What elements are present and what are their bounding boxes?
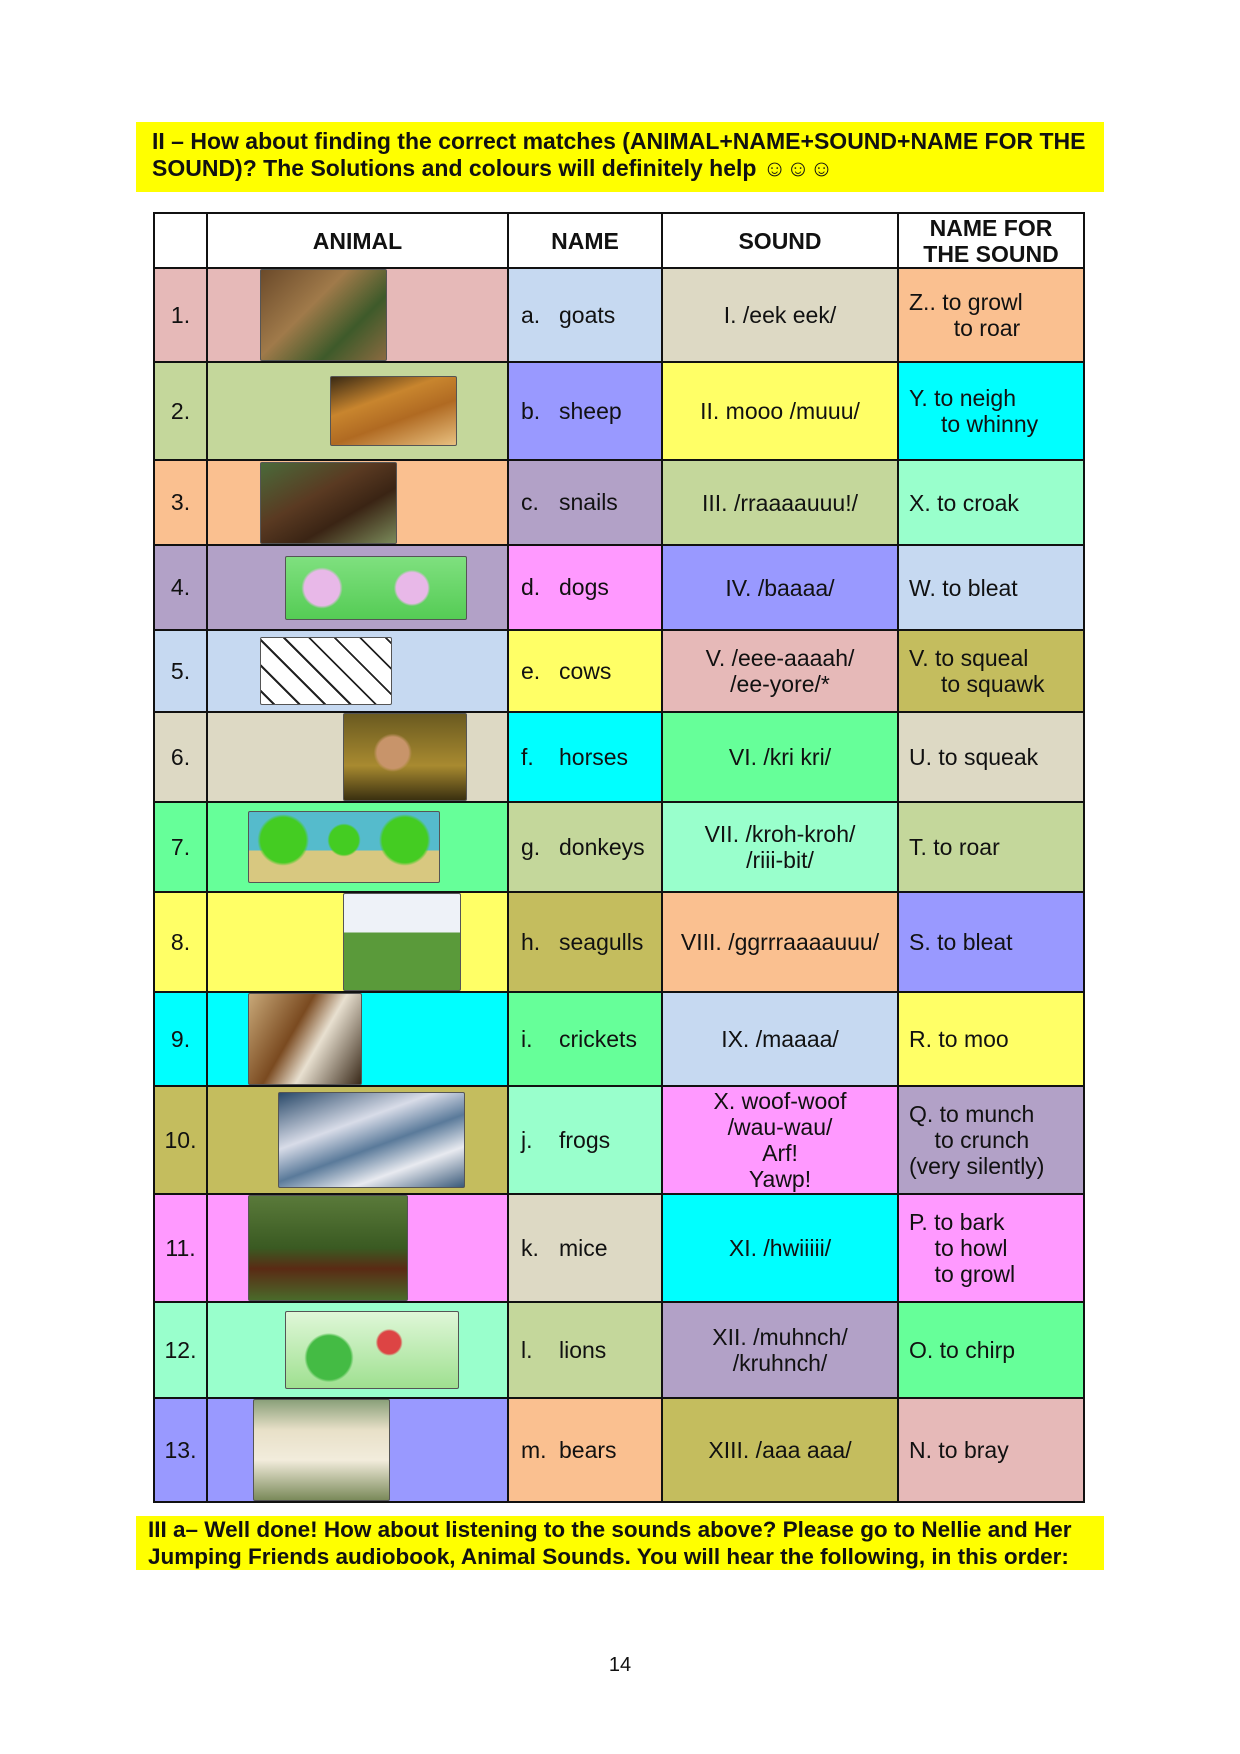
animal-name: donkeys: [559, 833, 645, 860]
animal-name: horses: [559, 743, 629, 770]
sound-line: IV. /baaaa/: [725, 574, 835, 601]
sound-name-line: T. to roar: [909, 834, 1000, 860]
animal-picture-cell: [207, 1194, 508, 1302]
name-letter: g.: [521, 833, 541, 860]
animal-picture-cell: [207, 1302, 508, 1398]
sound-line: II. mooo /muuu/: [700, 398, 860, 424]
row-number: 12.: [154, 1302, 207, 1398]
section-iii-heading: [136, 1516, 1104, 1570]
animal-name-cell: [508, 268, 662, 362]
sound-line: IX. /maaaa/: [721, 1026, 839, 1052]
animal-picture: [260, 462, 397, 544]
sound-name-line: Q. to munch: [909, 1101, 1035, 1127]
header-sound: SOUND: [662, 213, 898, 268]
animal-picture: [285, 556, 467, 620]
header-name-for-the-sound: [898, 213, 1084, 268]
animal-picture: [278, 1092, 465, 1188]
sound-line: VII. /kroh-kroh/: [704, 821, 856, 847]
sound-name-line: O. to chirp: [909, 1337, 1016, 1363]
header-nfs-line-2: THE SOUND: [923, 240, 1059, 267]
sound-line: Arf!: [762, 1140, 798, 1166]
sound-cell: [662, 712, 898, 802]
sound-name-line: N. to bray: [909, 1437, 1009, 1463]
animal-picture: [343, 893, 461, 991]
sound-cell: [662, 992, 898, 1086]
sound-line: XI. /hwiiiii/: [728, 1235, 832, 1261]
sound-line: I. /eek eek/: [723, 302, 837, 328]
table-header-row: [154, 213, 1084, 268]
sound-cell: [662, 545, 898, 630]
row-number: 8.: [154, 892, 207, 992]
header-name: NAME: [508, 213, 662, 268]
section-iii-line-1: III a– Well done! How about listening to the sounds above? Please go to Nellie and Her: [148, 1517, 1072, 1542]
sound-cell: [662, 1194, 898, 1302]
row-number: 2.: [154, 362, 207, 460]
sound-name-line: to squawk: [909, 671, 1045, 697]
sound-name-line: to whinny: [909, 411, 1039, 437]
sound-line: /riii-bit/: [746, 847, 814, 873]
name-letter: e.: [521, 657, 541, 684]
table-row: [154, 460, 1084, 545]
sound-name-line: R. to moo: [909, 1026, 1009, 1052]
table-row: [154, 992, 1084, 1086]
sound-name-line: to growl: [909, 1261, 1016, 1287]
animal-name-cell: [508, 362, 662, 460]
sound-name-cell: [898, 992, 1084, 1086]
row-number: 9.: [154, 992, 207, 1086]
sound-name-cell: [898, 892, 1084, 992]
animal-name-cell: [508, 1086, 662, 1194]
sound-name-line: to roar: [909, 315, 1021, 341]
name-letter: c.: [521, 489, 539, 515]
row-number: 7.: [154, 802, 207, 892]
sound-line: VI. /kri kri/: [728, 744, 832, 770]
animal-name-cell: [508, 802, 662, 892]
matching-table: [153, 212, 1085, 1503]
page-number: 14: [608, 1654, 632, 1676]
sound-name-cell: [898, 545, 1084, 630]
animal-name: seagulls: [559, 928, 644, 955]
sound-name-line: (very silently): [909, 1153, 1045, 1179]
sound-cell: [662, 1302, 898, 1398]
sound-cell: [662, 460, 898, 545]
sound-name-cell: [898, 1086, 1084, 1194]
name-letter: j.: [521, 1126, 533, 1153]
animal-picture: [260, 637, 392, 705]
sound-line: /kruhnch/: [732, 1350, 828, 1376]
table-row: [154, 802, 1084, 892]
sound-name-cell: [898, 268, 1084, 362]
sound-name-line: V. to squeal: [909, 645, 1029, 671]
animal-name-cell: [508, 1194, 662, 1302]
animal-name: frogs: [559, 1126, 611, 1153]
sound-name-line: P. to bark: [909, 1209, 1005, 1235]
sound-line: V. /eee-aaaah/: [705, 645, 855, 671]
animal-picture: [253, 1399, 390, 1501]
header-animal: ANIMAL: [207, 213, 508, 268]
sound-cell: [662, 268, 898, 362]
sound-line: /wau-wau/: [727, 1114, 833, 1140]
animal-picture-cell: [207, 362, 508, 460]
name-letter: a.: [521, 301, 541, 328]
animal-name: crickets: [559, 1025, 637, 1052]
table-row: [154, 712, 1084, 802]
animal-picture: [285, 1311, 459, 1389]
row-number: 10.: [154, 1086, 207, 1194]
animal-name: mice: [559, 1234, 608, 1261]
animal-name-cell: [508, 545, 662, 630]
animal-picture-cell: [207, 460, 508, 545]
animal-picture: [248, 993, 362, 1085]
sound-name-cell: [898, 362, 1084, 460]
sound-name-cell: [898, 1302, 1084, 1398]
name-letter: k.: [521, 1234, 539, 1261]
sound-name-line: X. to croak: [909, 489, 1019, 516]
sound-cell: [662, 1086, 898, 1194]
name-letter: i.: [521, 1025, 533, 1052]
row-number: 11.: [154, 1194, 207, 1302]
animal-picture-cell: [207, 712, 508, 802]
animal-name: dogs: [559, 574, 609, 600]
animal-picture-cell: [207, 1086, 508, 1194]
table-row: [154, 1086, 1084, 1194]
sound-line: /ee-yore/*: [730, 671, 830, 697]
animal-picture: [260, 269, 387, 361]
section-iii-line-2: Jumping Friends audiobook, Animal Sounds. You will hear the following, in this order:: [148, 1544, 1069, 1569]
animal-name-cell: [508, 892, 662, 992]
animal-name-cell: [508, 1302, 662, 1398]
sound-line: XIII. /aaa aaa/: [708, 1437, 852, 1463]
animal-name: goats: [559, 301, 616, 328]
table-row: [154, 362, 1084, 460]
animal-picture: [343, 713, 467, 801]
name-letter: m.: [521, 1436, 547, 1463]
sound-line: III. /rraaaauuu!/: [702, 489, 858, 516]
sound-name-line: S. to bleat: [909, 929, 1013, 955]
animal-picture-cell: [207, 992, 508, 1086]
sound-name-cell: [898, 630, 1084, 712]
table-row: [154, 1398, 1084, 1502]
animal-picture-cell: [207, 1398, 508, 1502]
sound-line: X. woof-woof: [713, 1088, 847, 1114]
sound-name-line: Z.. to growl: [909, 289, 1023, 315]
sound-line: VIII. /ggrrraaaauuu/: [680, 929, 880, 955]
animal-name-cell: [508, 712, 662, 802]
table-row: [154, 1194, 1084, 1302]
table-row: [154, 268, 1084, 362]
row-number: 6.: [154, 712, 207, 802]
name-letter: b.: [521, 397, 541, 424]
sound-name-cell: [898, 460, 1084, 545]
animal-name-cell: [508, 460, 662, 545]
animal-name-cell: [508, 1398, 662, 1502]
animal-name: lions: [559, 1336, 607, 1363]
sound-name-cell: [898, 712, 1084, 802]
animal-name: sheep: [559, 397, 622, 424]
row-number: 4.: [154, 545, 207, 630]
row-number: 5.: [154, 630, 207, 712]
sound-cell: [662, 892, 898, 992]
section-ii-line-2: SOUND)? The Solutions and colours will definitely help ☺☺☺: [152, 155, 834, 181]
animal-name: snails: [559, 489, 618, 515]
section-ii-line-1: II – How about finding the correct matches (ANIMAL+NAME+SOUND+NAME FOR THE: [152, 128, 1086, 154]
animal-picture-cell: [207, 802, 508, 892]
sound-name-cell: [898, 802, 1084, 892]
sound-line: XII. /muhnch/: [712, 1324, 848, 1350]
sound-name-cell: [898, 1194, 1084, 1302]
sound-name-cell: [898, 1398, 1084, 1502]
sound-name-line: W. to bleat: [909, 574, 1018, 601]
section-ii-heading: [136, 122, 1104, 192]
animal-picture: [330, 376, 457, 446]
header-number: [154, 213, 207, 268]
name-letter: h.: [521, 928, 541, 955]
row-number: 13.: [154, 1398, 207, 1502]
sound-cell: [662, 630, 898, 712]
animal-picture-cell: [207, 268, 508, 362]
name-letter: d.: [521, 574, 541, 600]
sound-name-line: to howl: [909, 1235, 1008, 1261]
animal-picture-cell: [207, 545, 508, 630]
table-row: [154, 630, 1084, 712]
table-row: [154, 1302, 1084, 1398]
animal-picture-cell: [207, 892, 508, 992]
name-letter: f.: [521, 743, 534, 770]
name-letter: l.: [521, 1336, 533, 1363]
header-nfs-line-1: NAME FOR: [929, 214, 1053, 241]
sound-name-line: Y. to neigh: [909, 385, 1017, 411]
row-number: 1.: [154, 268, 207, 362]
animal-picture-cell: [207, 630, 508, 712]
table-row: [154, 545, 1084, 630]
sound-name-line: U. to squeak: [909, 744, 1039, 770]
row-number: 3.: [154, 460, 207, 545]
sound-cell: [662, 1398, 898, 1502]
animal-name-cell: [508, 630, 662, 712]
sound-cell: [662, 802, 898, 892]
table-row: [154, 892, 1084, 992]
animal-name-cell: [508, 992, 662, 1086]
sound-line: Yawp!: [748, 1166, 812, 1192]
animal-name: cows: [559, 657, 612, 684]
animal-picture: [248, 811, 440, 883]
sound-cell: [662, 362, 898, 460]
animal-name: bears: [559, 1436, 617, 1463]
animal-picture: [248, 1195, 408, 1301]
sound-name-line: to crunch: [909, 1127, 1030, 1153]
